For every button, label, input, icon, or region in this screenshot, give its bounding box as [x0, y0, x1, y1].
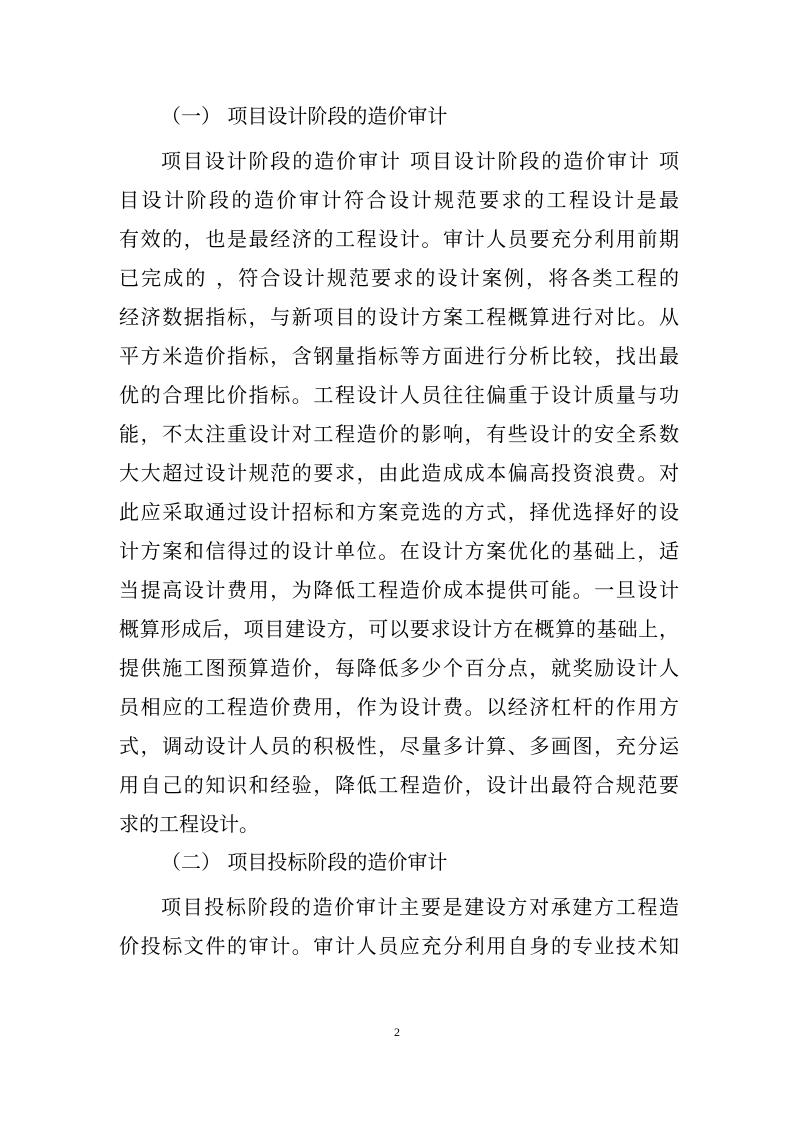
paragraph-line: 求的工程设计。	[119, 812, 259, 836]
paragraph-line: 员相应的工程造价费用，作为设计费。以经济杠杆的作用方	[119, 695, 679, 719]
paragraph-line: 项目设计阶段的造价审计 项目设计阶段的造价审计 项	[161, 149, 679, 173]
paragraph-line: 优的合理比价指标。工程设计人员往往偏重于设计质量与功	[119, 383, 679, 407]
paragraph-line: 当提高设计费用，为降低工程造价成本提供可能。一旦设计	[119, 578, 679, 602]
paragraph-line: 已完成的 ，符合设计规范要求的设计案例，将各类工程的	[119, 266, 679, 290]
paragraph-line: 经济数据指标，与新项目的设计方案工程概算进行对比。从	[119, 305, 679, 329]
page-number: 2	[394, 1025, 400, 1039]
paragraph-line: 提供施工图预算造价，每降低多少个百分点，就奖励设计人	[119, 656, 679, 680]
paragraph-line: 平方米造价指标，含钢量指标等方面进行分析比较，找出最	[119, 344, 679, 368]
paragraph-line: 式，调动设计人员的积极性，尽量多计算、多画图，充分运	[119, 734, 679, 758]
paragraph-line: 能，不太注重设计对工程造价的影响，有些设计的安全系数	[119, 422, 679, 446]
paragraph-line: 概算形成后，项目建设方，可以要求设计方在概算的基础上，	[119, 617, 679, 641]
section-heading-1: （一） 项目设计阶段的造价审计	[161, 104, 448, 128]
paragraph-line: 项目投标阶段的造价审计主要是建设方对承建方工程造	[161, 895, 679, 919]
paragraph-line: 计方案和信得过的设计单位。在设计方案优化的基础上，适	[119, 539, 679, 563]
paragraph-line: 价投标文件的审计。审计人员应充分利用自身的专业技术知	[119, 934, 679, 958]
paragraph-line: 有效的，也是最经济的工程设计。审计人员要充分利用前期	[119, 227, 679, 251]
section-heading-2: （二） 项目投标阶段的造价审计	[161, 850, 448, 874]
paragraph-line: 用自己的知识和经验，降低工程造价，设计出最符合规范要	[119, 773, 679, 797]
paragraph-line: 目设计阶段的造价审计符合设计规范要求的工程设计是最	[119, 188, 679, 212]
paragraph-line: 此应采取通过设计招标和方案竞选的方式，择优选择好的设	[119, 500, 679, 524]
paragraph-line: 大大超过设计规范的要求，由此造成成本偏高投资浪费。对	[119, 461, 679, 485]
